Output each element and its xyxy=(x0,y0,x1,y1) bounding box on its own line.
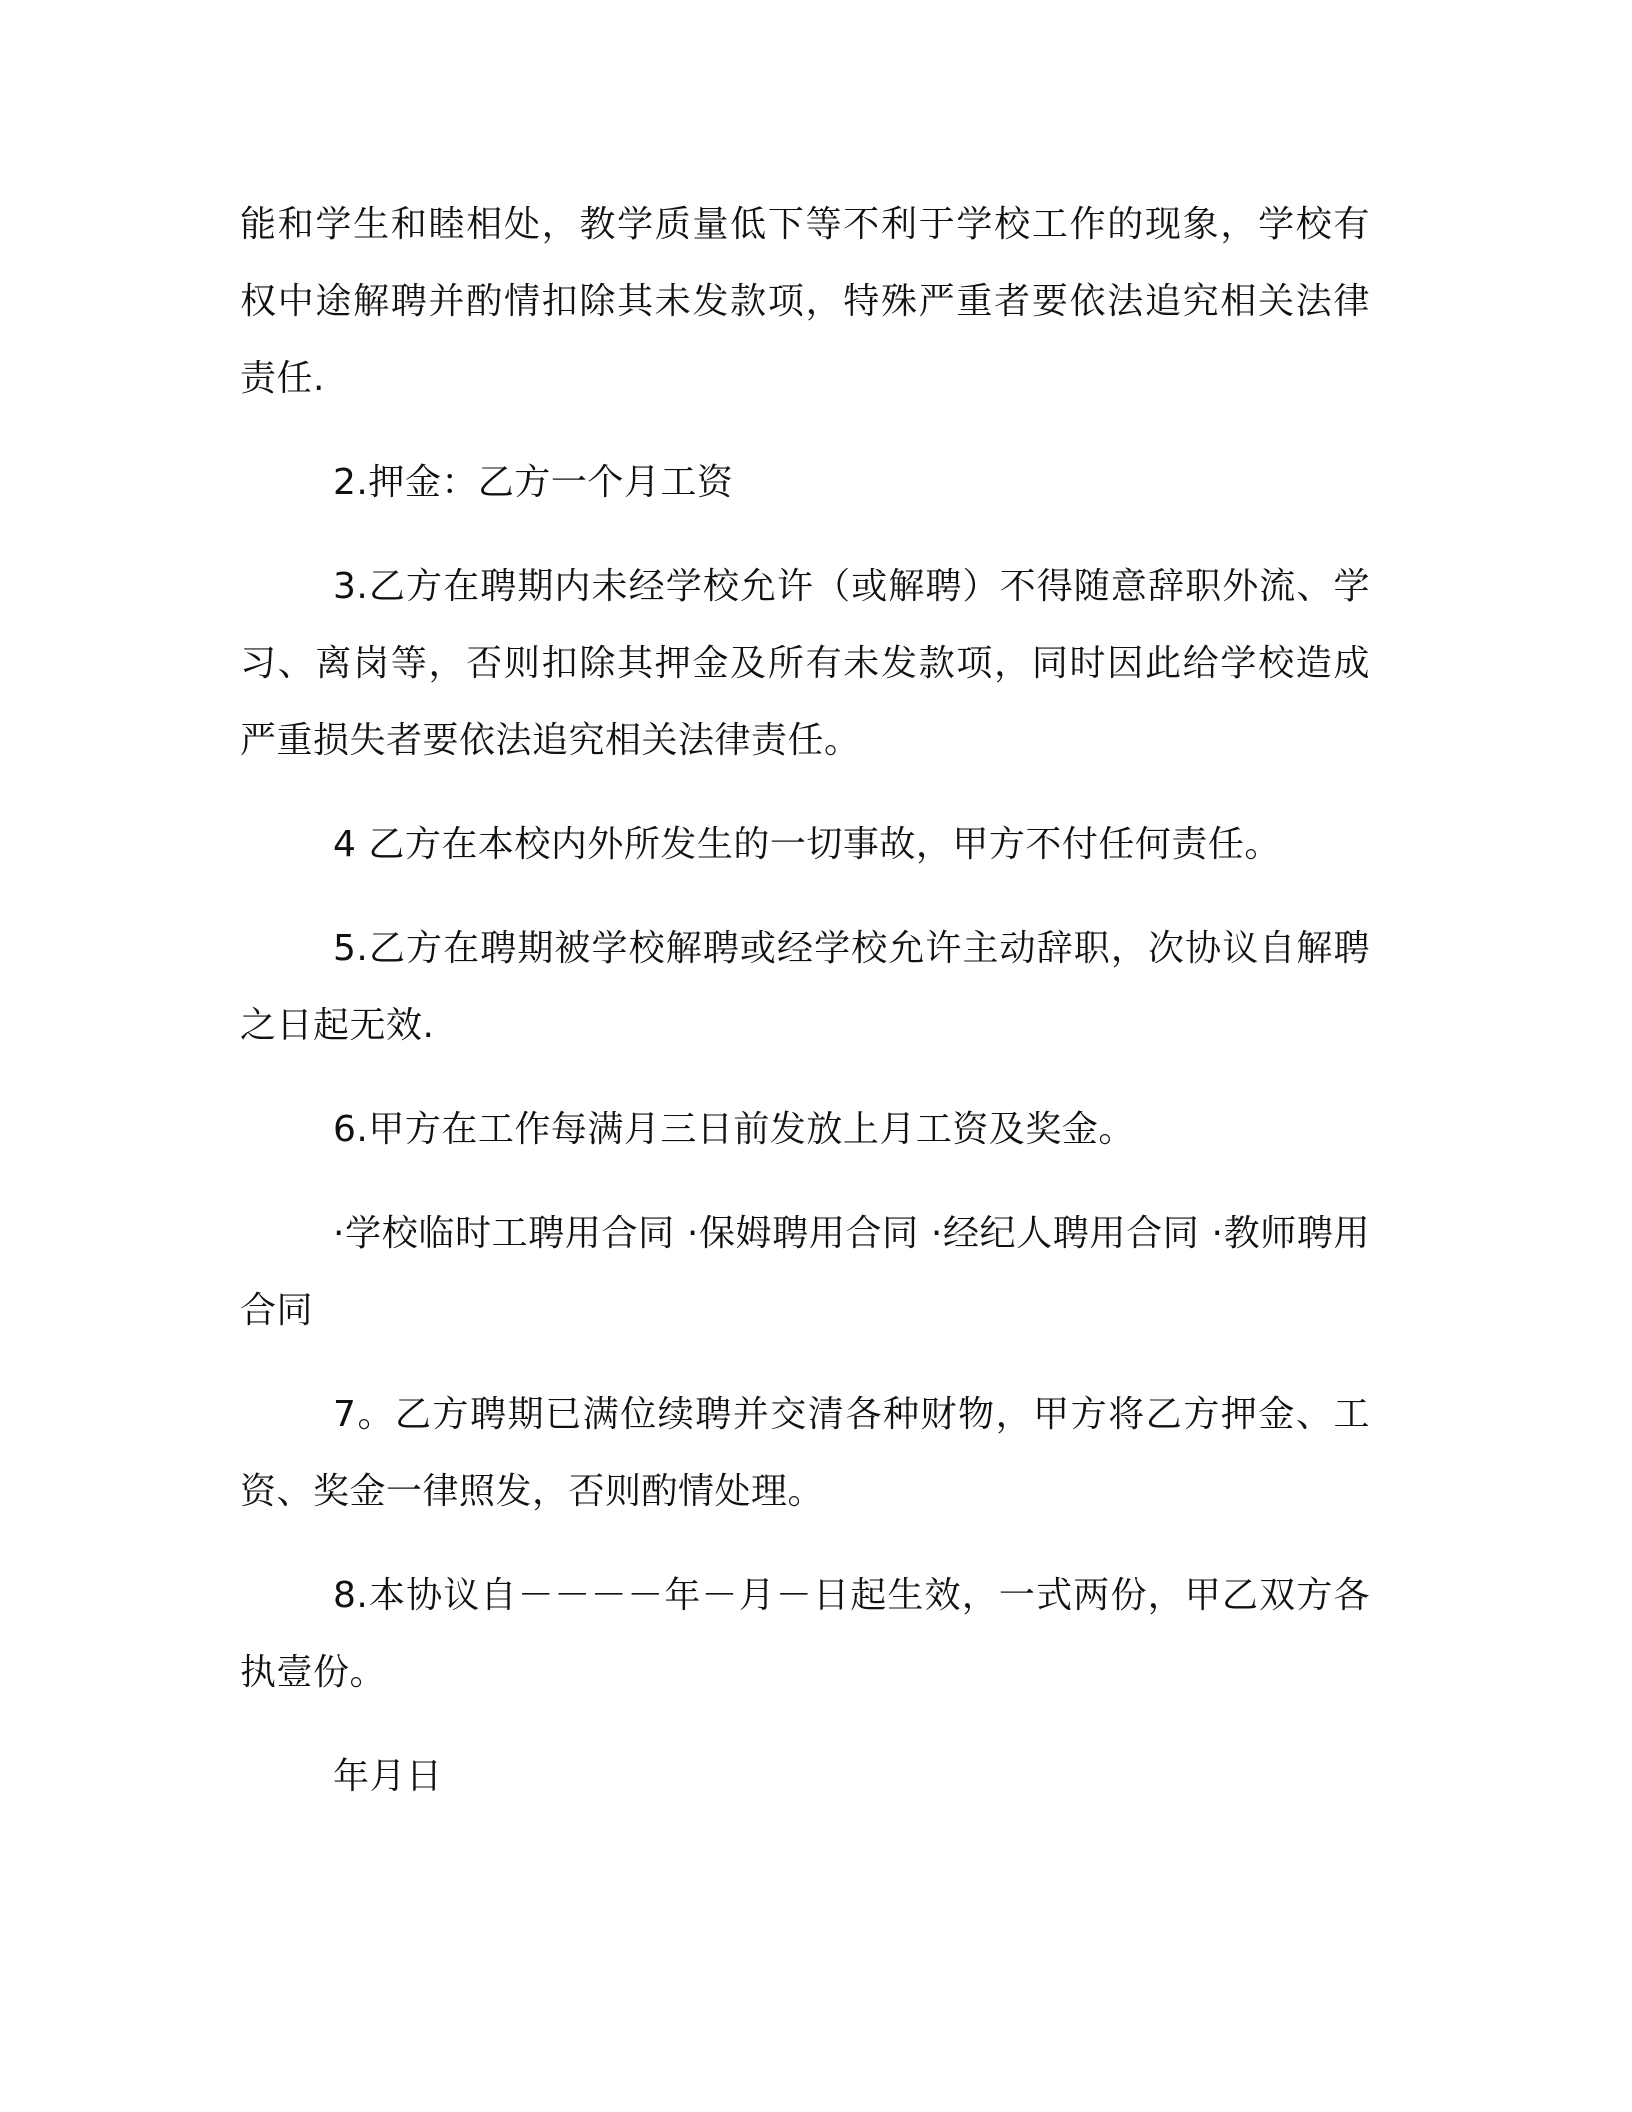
paragraph-effective-date: 8.本协议自－－－－年－月－日起生效，一式两份，甲乙双方各执壹份。 xyxy=(240,1575,1370,1693)
paragraph-related-contracts: ·学校临时工聘用合同 ·保姆聘用合同 ·经纪人聘用合同 ·教师聘用合同 xyxy=(240,1213,1370,1331)
paragraph-accident-liability: 4 乙方在本校内外所发生的一切事故，甲方不付任何责任。 xyxy=(333,824,1281,865)
paragraph-termination: 5.乙方在聘期被学校解聘或经学校允许主动辞职，次协议自解聘之日起无效. xyxy=(240,928,1370,1046)
paragraph-date-line: 年月日 xyxy=(333,1756,443,1797)
paragraph-salary-payment: 6.甲方在工作每满月三日前发放上月工资及奖金。 xyxy=(333,1109,1135,1150)
paragraph-renewal: 7。乙方聘期已满位续聘并交清各种财物，甲方将乙方押金、工资、奖金一律照发，否则酌情处理。 xyxy=(240,1394,1370,1512)
paragraph-deposit: 2.押金：乙方一个月工资 xyxy=(333,462,734,503)
paragraph-dismissal-clause: 能和学生和睦相处，教学质量低下等不利于学校工作的现象，学校有权中途解聘并酌情扣除其未发款项，特殊严重者要依法追究相关法律责任. xyxy=(240,204,1370,399)
paragraph-resignation-clause: 3.乙方在聘期内未经学校允许（或解聘）不得随意辞职外流、学习、离岗等，否则扣除其押金及所有未发款项，同时因此给学校造成严重损失者要依法追究相关法律责任。 xyxy=(240,566,1370,761)
document-body xyxy=(240,186,1370,1815)
